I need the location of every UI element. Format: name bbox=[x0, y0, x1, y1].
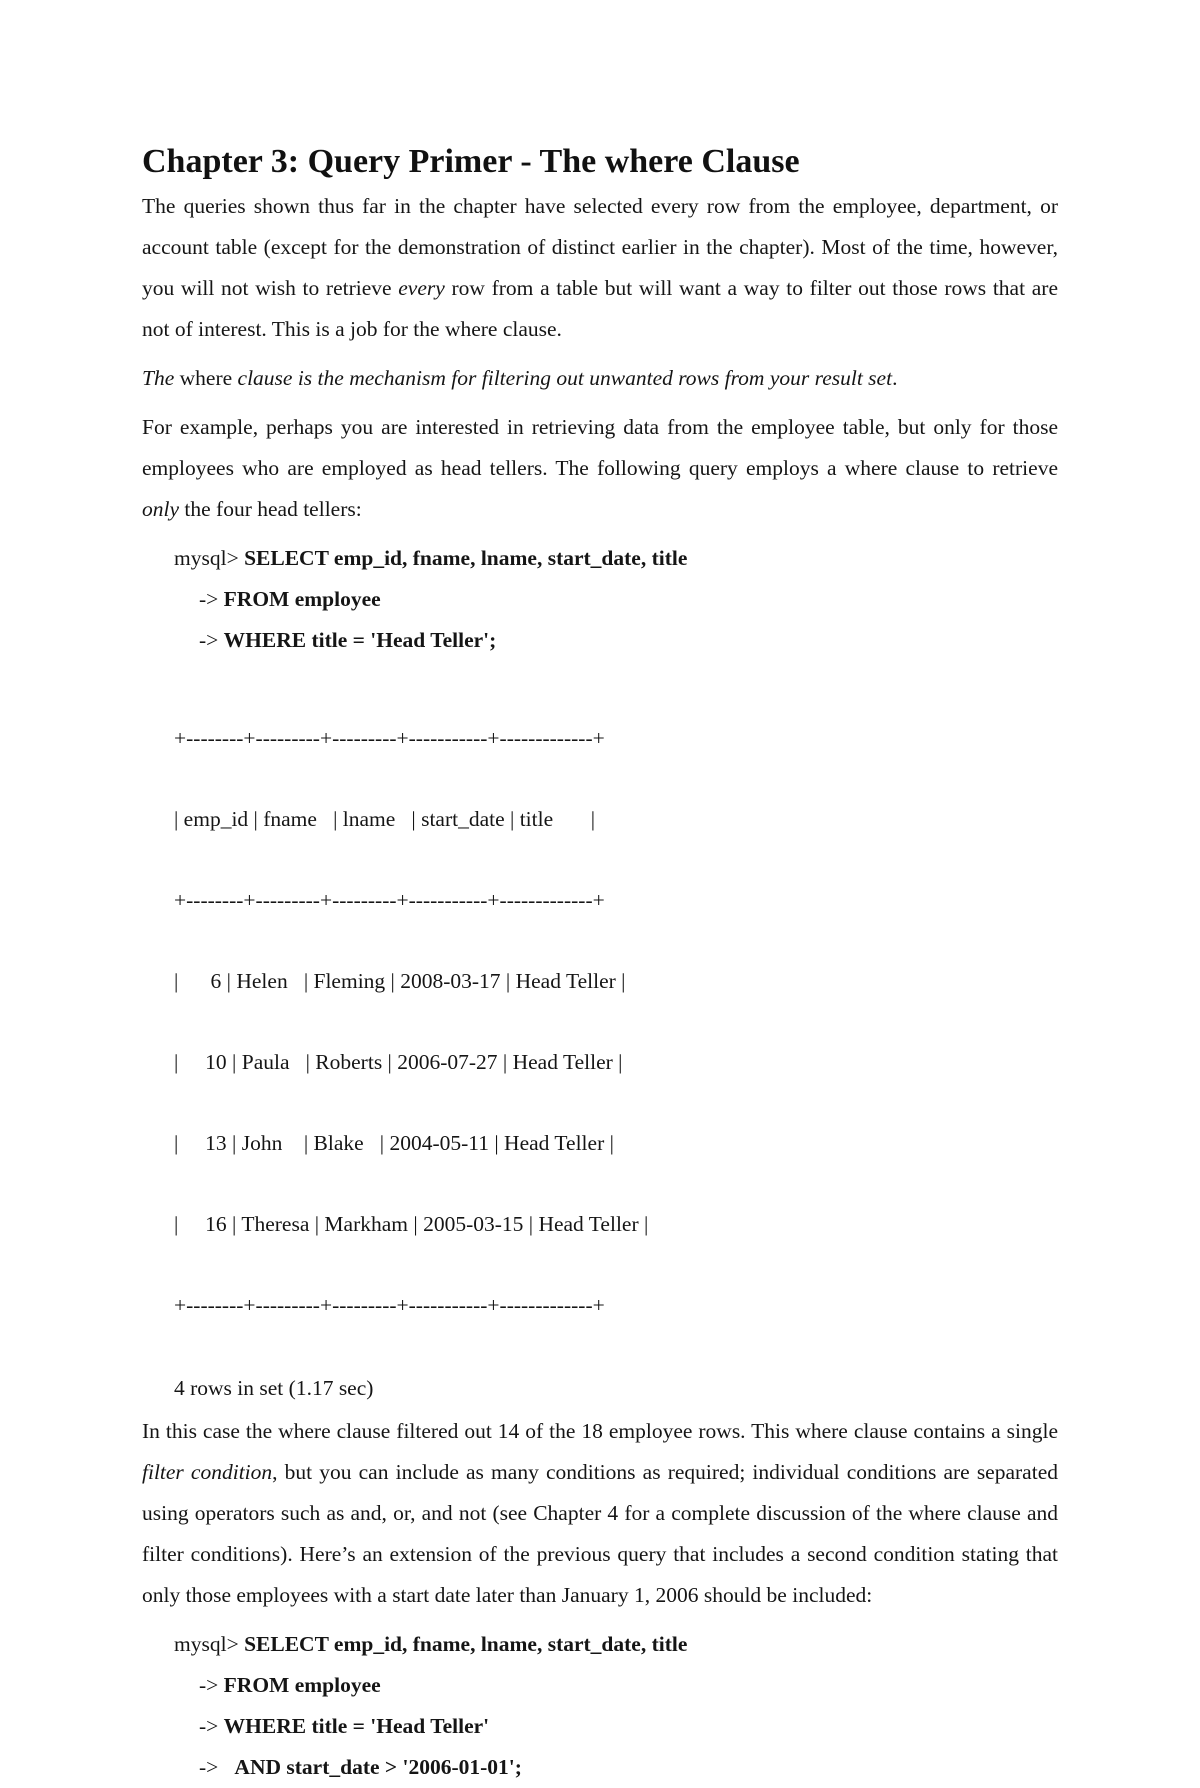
definition-paragraph bbox=[142, 358, 1058, 399]
table-row: | 6 | Helen | Fleming | 2008-03-17 | Head Teller | bbox=[174, 969, 626, 993]
result-header: | emp_id | fname | lname | start_date | title | bbox=[174, 807, 596, 831]
query-1-from-line bbox=[142, 579, 1058, 620]
table-row: | 13 | John | Blake | 2004-05-11 | Head Teller | bbox=[174, 1131, 614, 1155]
result-table bbox=[174, 671, 1058, 1373]
intro-emphasis: every bbox=[398, 276, 445, 300]
query-1-where: WHERE title = 'Head Teller'; bbox=[223, 628, 497, 652]
extension-text-a: In this case the where clause filtered out 14 of the 18 employee rows. This where clause contains a single bbox=[142, 1419, 1058, 1443]
result-border-mid: +--------+---------+---------+-----------+-------------+ bbox=[174, 888, 605, 912]
query-2-block bbox=[142, 1624, 1058, 1788]
query-2-select: SELECT emp_id, fname, lname, start_date, title bbox=[244, 1632, 688, 1656]
definition-em-2: clause is the mechanism for filtering out unwanted rows from your result set bbox=[237, 366, 893, 390]
result-border-bottom: +--------+---------+---------+-----------+-------------+ bbox=[174, 1293, 605, 1317]
chapter-title: Chapter 3: Query Primer - The where Clause bbox=[142, 143, 800, 180]
query-2-where: WHERE title = 'Head Teller' bbox=[223, 1714, 490, 1738]
query-1-prompt: mysql> bbox=[174, 546, 245, 570]
query-2-from-line bbox=[142, 1665, 1058, 1706]
query-1-from: FROM employee bbox=[223, 587, 381, 611]
query-2-from: FROM employee bbox=[223, 1673, 381, 1697]
intro-paragraph bbox=[142, 186, 1058, 350]
intro-text-a: The queries shown thus far in the chapter have selected every row from the employee, department, or account table (except for the demonstration of distinct earlier in the chapter). Most of the time, however, you will not wish to retrieve bbox=[142, 194, 1058, 300]
query-2-select-line bbox=[142, 1624, 1058, 1665]
query-1-where-line bbox=[142, 620, 1058, 661]
query-2-arrow-from: -> bbox=[199, 1673, 224, 1697]
example-text-a: For example, perhaps you are interested in retrieving data from the employee table, but only for those employees who are employed as head tellers. The following query employs a where clause to retrieve bbox=[142, 415, 1058, 480]
query-2-prompt: mysql> bbox=[174, 1632, 245, 1656]
extension-paragraph bbox=[142, 1411, 1058, 1616]
query-2-and: AND start_date > '2006-01-01'; bbox=[234, 1755, 522, 1779]
query-1-arrow-where: -> bbox=[199, 628, 224, 652]
example-emphasis: only bbox=[142, 497, 180, 521]
extension-text-b: , but you can include as many conditions as required; individual conditions are separated using operators such as and, or, and not (see Chapter 4 for a complete discussion of the where clause and filter conditions). Here’s an extension of the previous query that includes a second condition stating that only those employees with a start date later than January 1, 2006 should be included: bbox=[142, 1460, 1058, 1607]
table-row: | 16 | Theresa | Markham | 2005-03-15 | Head Teller | bbox=[174, 1212, 649, 1236]
rows-in-set: 4 rows in set (1.17 sec) bbox=[174, 1376, 374, 1400]
query-1-arrow-from: -> bbox=[199, 587, 224, 611]
definition-em-1: The bbox=[142, 366, 175, 390]
query-2-where-line bbox=[142, 1706, 1058, 1747]
table-row: | 10 | Paula | Roberts | 2006-07-27 | Head Teller | bbox=[174, 1050, 623, 1074]
query-1-select-line bbox=[142, 538, 1058, 579]
definition-plain: where bbox=[174, 366, 238, 390]
query-2-and-line bbox=[142, 1747, 1058, 1788]
query-2-arrow-and: -> bbox=[199, 1755, 235, 1779]
query-2-arrow-where: -> bbox=[199, 1714, 224, 1738]
intro-text-b: row from a table but will want a way to filter out those rows that are not of interest. This is a job for the where clause. bbox=[142, 276, 1058, 341]
result-border-top: +--------+---------+---------+-----------+-------------+ bbox=[174, 726, 605, 750]
extension-emphasis: filter condition bbox=[142, 1460, 273, 1484]
example-paragraph bbox=[142, 407, 1058, 530]
query-1-select: SELECT emp_id, fname, lname, start_date, title bbox=[244, 546, 688, 570]
definition-end: . bbox=[892, 366, 898, 390]
query-1-block bbox=[142, 538, 1058, 661]
example-text-b: the four head tellers: bbox=[179, 497, 362, 521]
